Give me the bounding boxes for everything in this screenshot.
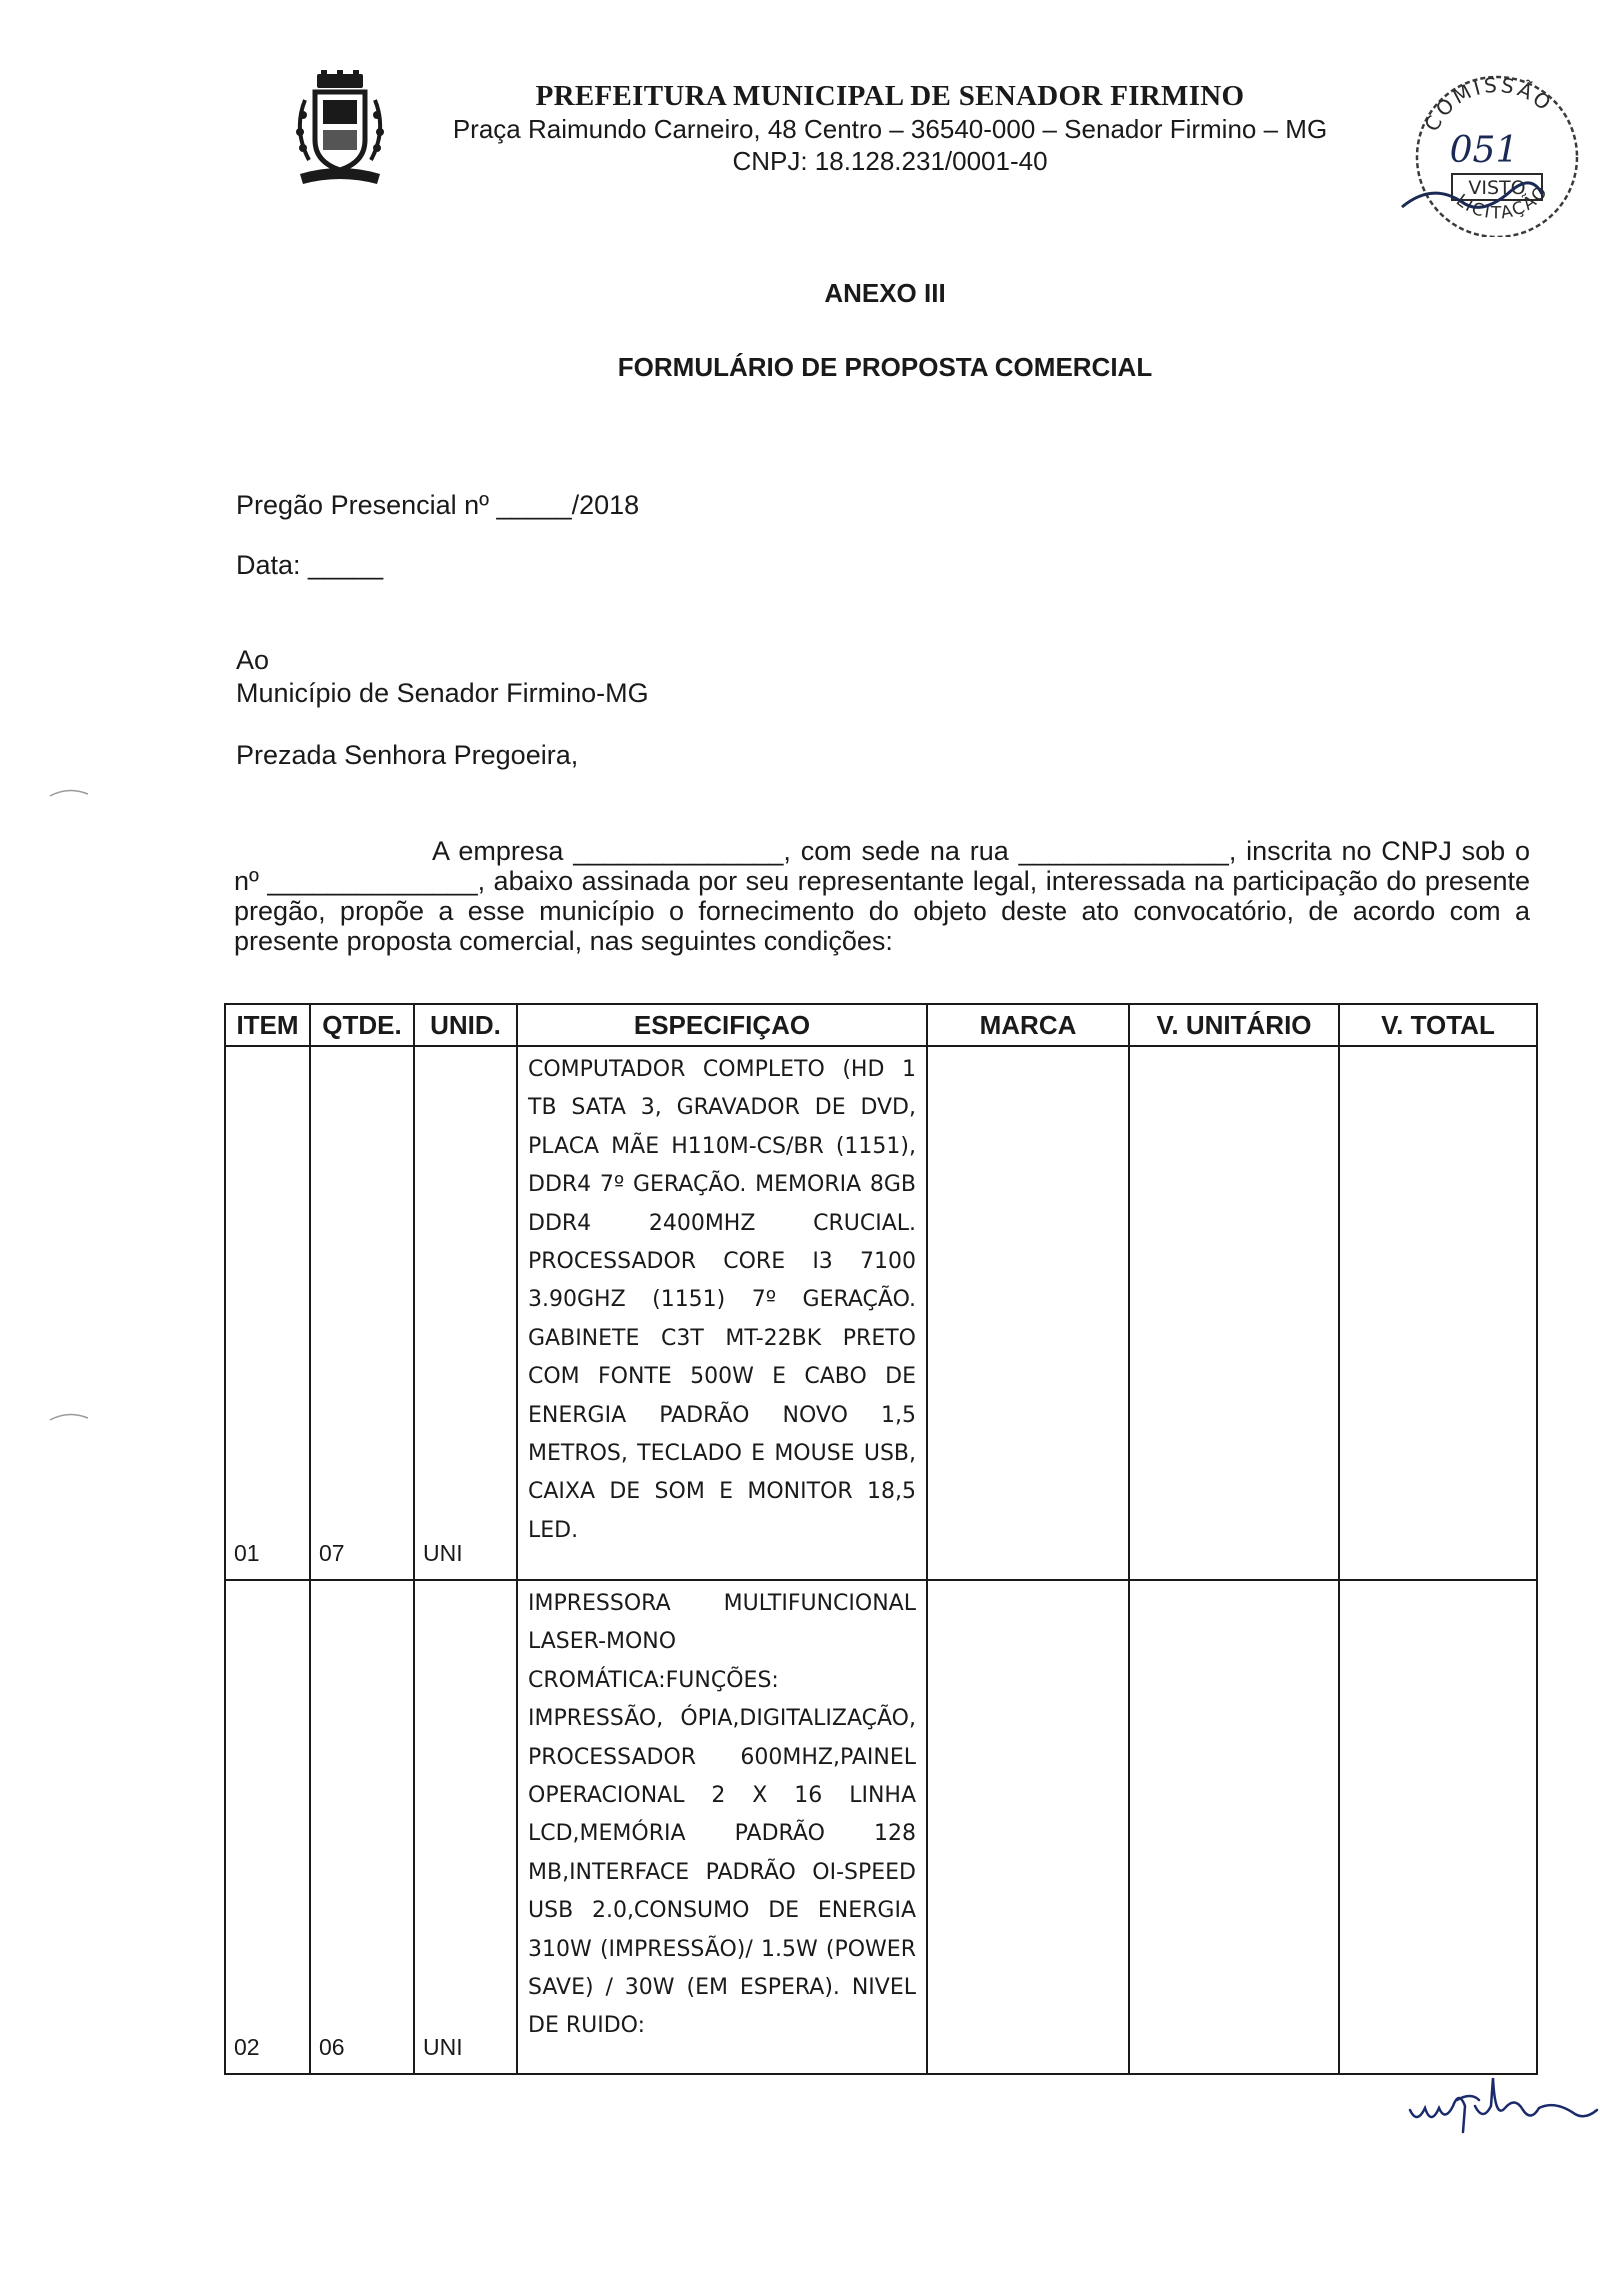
- header-item: ITEM: [225, 1004, 310, 1046]
- addressee-ao: Ao: [236, 645, 270, 675]
- cell-total-value[interactable]: [1339, 1580, 1537, 2074]
- header-unid: UNID.: [414, 1004, 517, 1046]
- table-header-row: [225, 1004, 1537, 1046]
- pregao-line: Pregão Presencial nº _____/2018: [236, 490, 640, 520]
- commission-stamp: [1392, 62, 1600, 237]
- header-total-value: V. TOTAL: [1339, 1004, 1537, 1046]
- header-marca: MARCA: [927, 1004, 1129, 1046]
- cell-marca[interactable]: [927, 1046, 1129, 1580]
- municipality-cnpj: CNPJ: 18.128.231/0001-40: [732, 146, 1048, 176]
- stamp-number: 051: [1449, 130, 1519, 171]
- proposal-paragraph: [234, 836, 1530, 956]
- cell-item: 02: [225, 1580, 310, 2074]
- header-unit-value: V. UNITÁRIO: [1129, 1004, 1339, 1046]
- cell-spec: IMPRESSORA MULTIFUNCIONAL LASER-MONO CROMÁTICA:FUNÇÕES: IMPRESSÃO, ÓPIA,DIGITALIZAÇÃO, PROCESSADOR 600MHZ,PAINEL OPERACIONAL 2 X 16 LINHA LCD,MEMÓRIA PADRÃO 128 MB,INTERFACE PADRÃO OI-SPEED USB 2.0,CONSUMO DE ENERGIA 310W (IMPRESSÃO)/ 1.5W (POWER SAVE) / 30W (EM ESPERA). NIVEL DE RUIDO:: [517, 1580, 927, 2074]
- cell-unid: UNI: [414, 1580, 517, 2074]
- table-row: [225, 1046, 1537, 1580]
- cell-qtde: 07: [310, 1046, 414, 1580]
- cell-item: 01: [225, 1046, 310, 1580]
- stamp-visto: VISTO: [1468, 177, 1526, 199]
- municipality-address: Praça Raimundo Carneiro, 48 Centro – 36540-000 – Senador Firmino – MG: [452, 114, 1328, 144]
- scan-mark: [48, 786, 90, 798]
- proposal-paragraph-text: A empresa ______________, com sede na rua ______________, inscrita no CNPJ sob o nº ______________, abaixo assinada por seu representante legal, interessada na participação do presente pregão, propõe a esse município o fornecimento do objeto deste ato convocatório, de acordo com a presente proposta comercial, nas seguintes condições:: [234, 836, 1530, 956]
- annex-title: ANEXO III: [824, 278, 946, 308]
- salutation: Prezada Senhora Pregoeira,: [236, 740, 579, 770]
- cell-unid: UNI: [414, 1046, 517, 1580]
- municipality-name: PREFEITURA MUNICIPAL DE SENADOR FIRMINO: [535, 80, 1245, 112]
- header-qtde: QTDE.: [310, 1004, 414, 1046]
- stamp-top-text: COMISSÃO: [1419, 72, 1558, 136]
- scan-mark: [48, 1410, 90, 1422]
- municipal-crest-icon: [285, 70, 395, 190]
- cell-total-value[interactable]: [1339, 1046, 1537, 1580]
- handwritten-initials: [1405, 2070, 1600, 2140]
- proposal-table: [224, 1003, 1538, 2075]
- stamp-bottom-text: LICITAÇÃO: [1452, 181, 1553, 224]
- date-line: Data: _____: [236, 550, 384, 580]
- cell-qtde: 06: [310, 1580, 414, 2074]
- table-row: [225, 1580, 1537, 2074]
- form-title: FORMULÁRIO DE PROPOSTA COMERCIAL: [617, 352, 1153, 382]
- svg-text:COMISSÃO: [1419, 73, 1557, 136]
- cell-spec: COMPUTADOR COMPLETO (HD 1 TB SATA 3, GRAVADOR DE DVD, PLACA MÃE H110M-CS/BR (1151), DDR4 7º GERAÇÃO. MEMORIA 8GB DDR4 2400MHZ CRUCIAL. PROCESSADOR CORE I3 7100 3.90GHZ (1151) 7º GERAÇÃO. GABINETE C3T MT-22BK PRETO COM FONTE 500W E CABO DE ENERGIA PADRÃO NOVO 1,5 METROS, TECLADO E MOUSE USB, CAIXA DE SOM E MONITOR 18,5 LED.: [517, 1046, 927, 1580]
- cell-marca[interactable]: [927, 1580, 1129, 2074]
- cell-unit-value[interactable]: [1129, 1046, 1339, 1580]
- cell-unit-value[interactable]: [1129, 1580, 1339, 2074]
- addressee-municipality: Município de Senador Firmino-MG: [236, 678, 649, 708]
- header-spec: ESPECIFIÇAO: [517, 1004, 927, 1046]
